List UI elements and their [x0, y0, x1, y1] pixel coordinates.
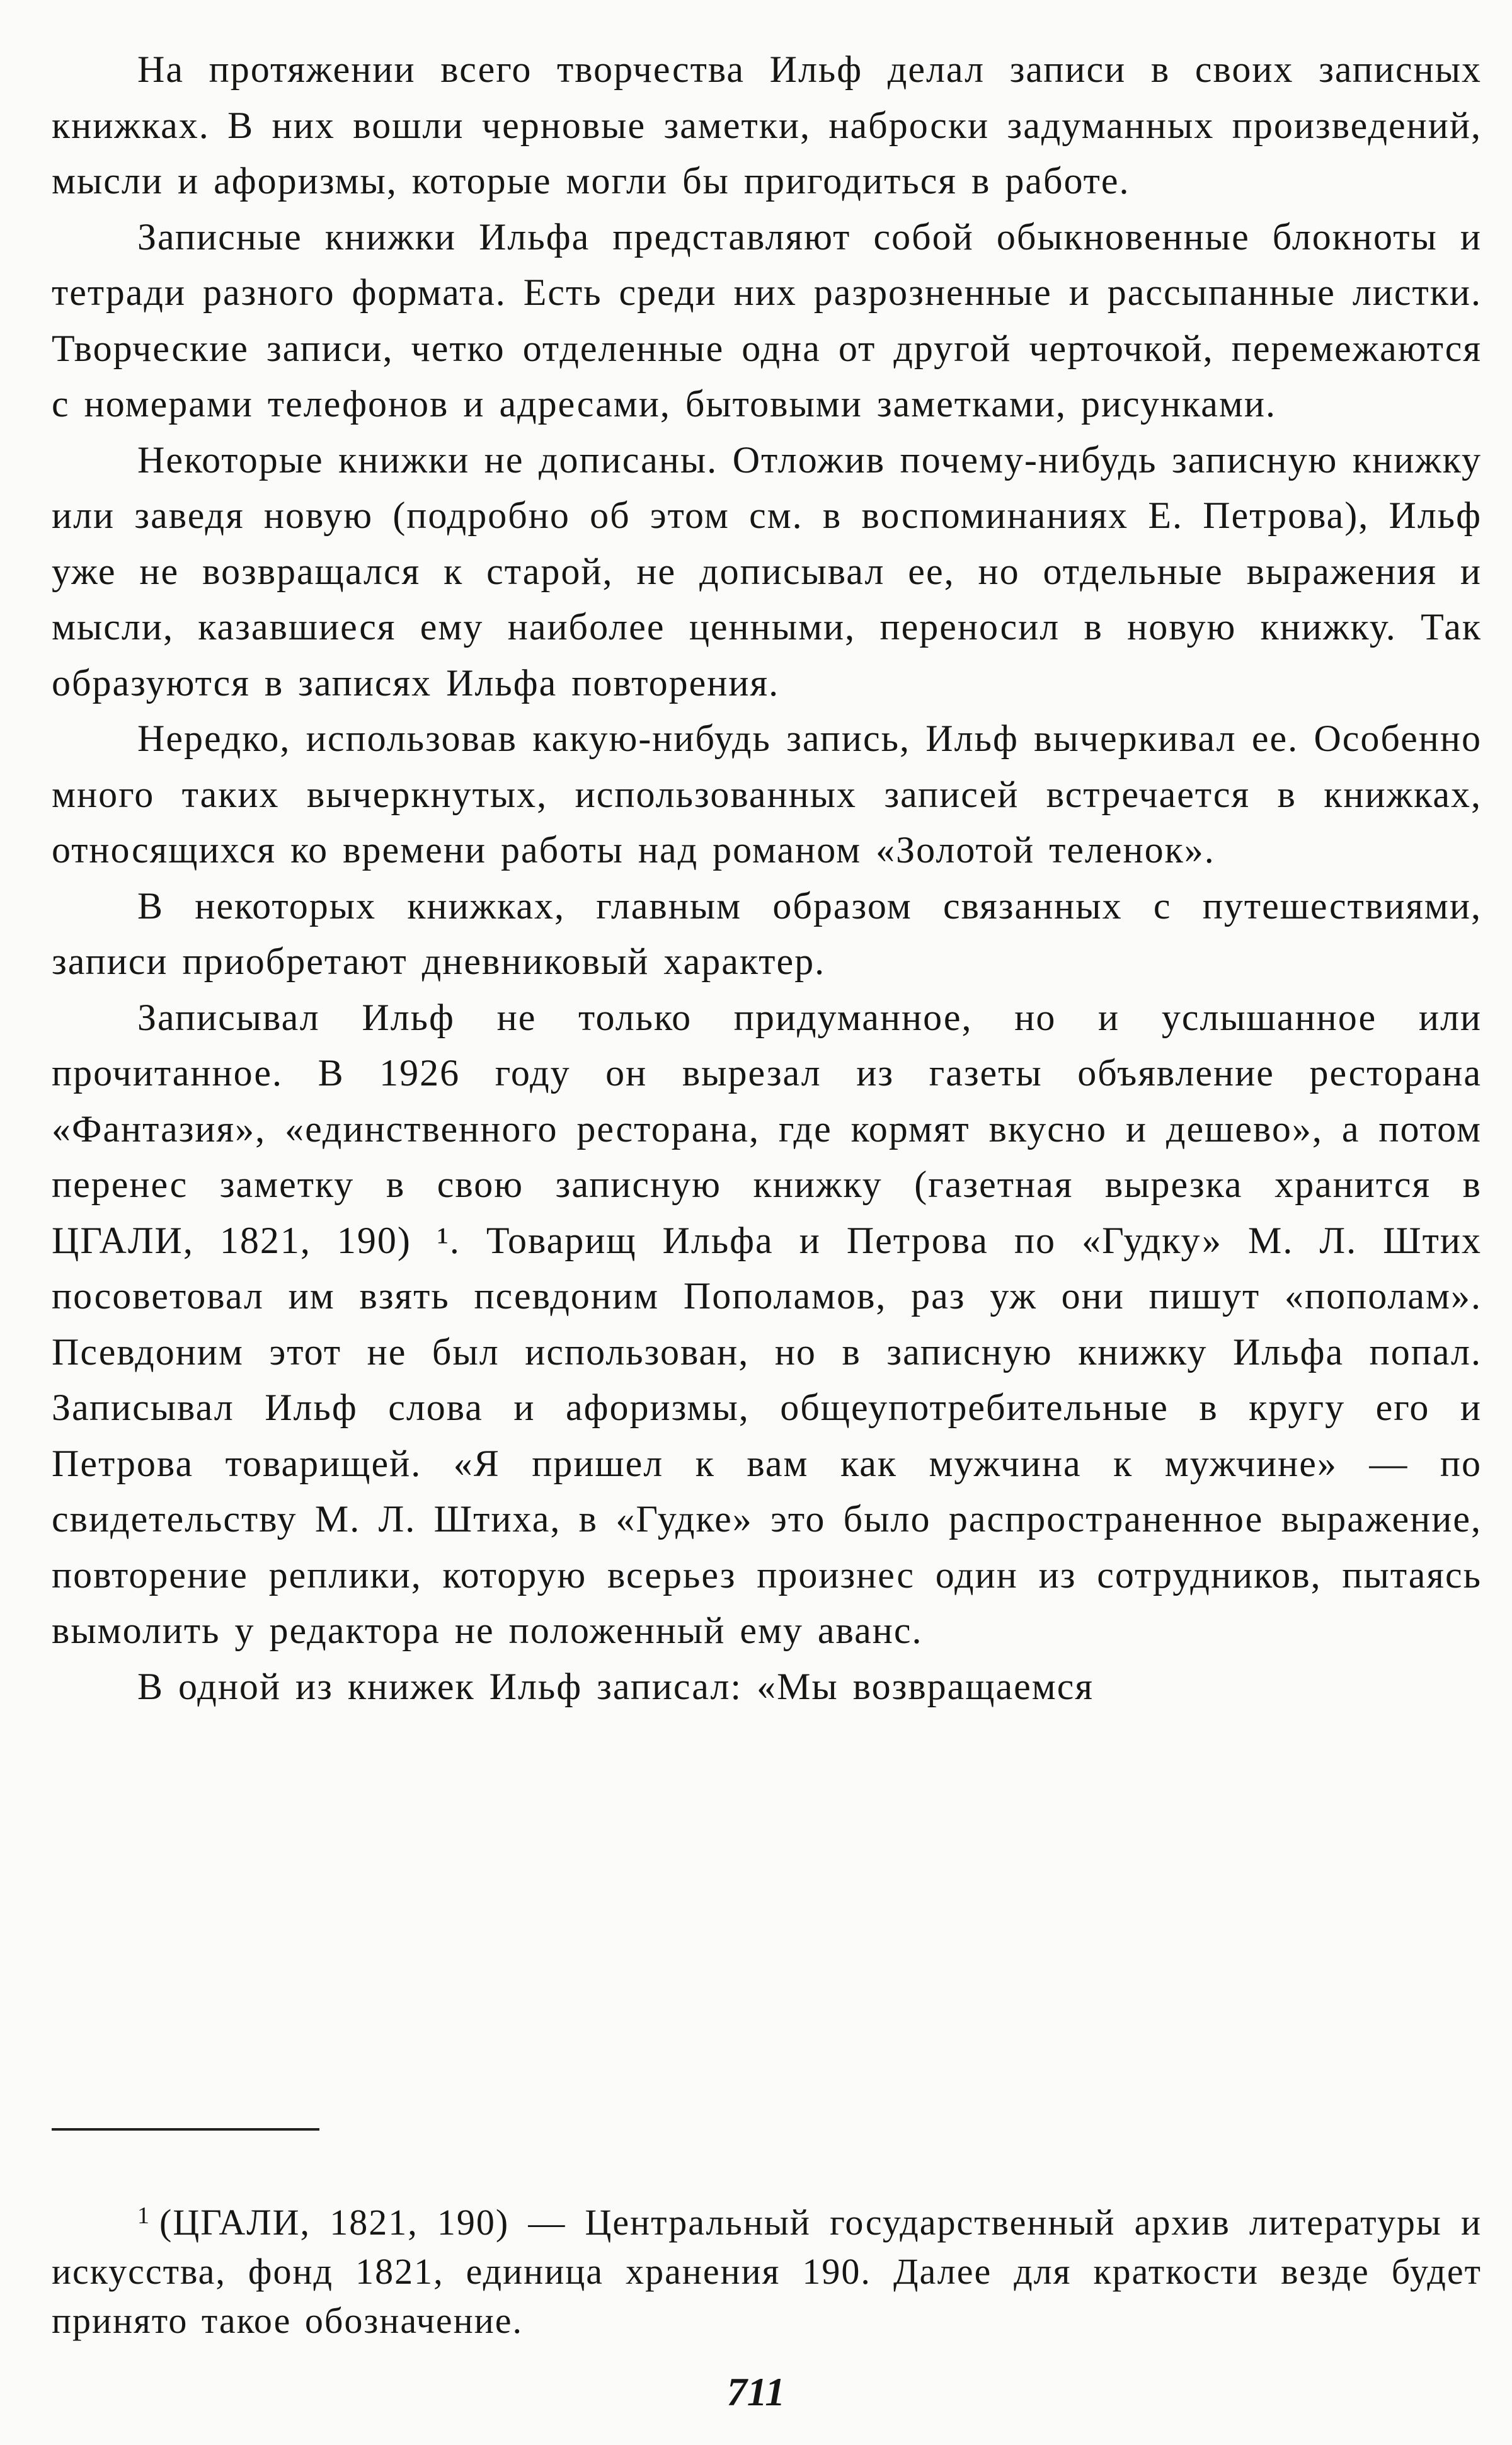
paragraph-1: На протяжении всего творчества Ильф делал записи в своих записных книжках. В них вошли черновые заметки, наброски задуманных произведений, мысли и афоризмы, которые могли бы пригодиться в работе.: [52, 49, 1482, 202]
footnote-divider: [52, 2128, 319, 2131]
page-number: 711: [726, 2369, 786, 2414]
paragraph-3: Некоторые книжки не дописаны. Отложив почему-нибудь записную книжку или заведя новую (подробно об этом см. в воспоминаниях Е. Петрова), Ильф уже не возвращался к старой, не дописывал ее, но отдельные выражения и мысли, казавшиеся ему наиболее ценными, переносил в новую книжку. Так образуются в записях Ильфа повторения.: [52, 438, 1482, 704]
footnote-text: (ЦГАЛИ, 1821, 190) — Центральный государственный архив литературы и искусства, фонд 1821, единица хранения 190. Далее для краткости везде будет принято такое обозначение.: [52, 2202, 1482, 2341]
paragraph-4: Нередко, использовав какую-нибудь запись, Ильф вычеркивал ее. Особенно много таких вычеркнутых, использованных записей встречается в книжках, относящихся ко времени работы над романом «Золотой теленок».: [52, 718, 1482, 871]
paragraph-7: В одной из книжек Ильф записал: «Мы возвращаемся: [137, 1665, 1094, 1707]
main-text: [52, 42, 1482, 1714]
paragraph-6: Записывал Ильф не только придуманное, но и услышанное или прочитанное. В 1926 году он вырезал из газеты объявление ресторана «Фантазия», «единственного ресторана, где кормят вкусно и дешево», а потом перенес заметку в свою записную книжку (газетная вырезка хранится в ЦГАЛИ, 1821, 190) ¹. Товарищ Ильфа и Петрова по «Гудку» М. Л. Штих посоветовал им взять псевдоним Пополамов, раз уж они пишут «пополам». Псевдоним этот не был использован, но в записную книжку Ильфа попал. Записывал Ильф слова и афоризмы, общеупотребительные в кругу его и Петрова товарищей. «Я пришел к вам как мужчина к мужчине» — по свидетельству М. Л. Штиха, в «Гудке» это было распространенное выражение, повторение реплики, которую всерьез произнес один из сотрудников, пытаясь вымолить у редактора не положенный ему аванс.: [52, 996, 1482, 1651]
paragraph-5: В некоторых книжках, главным образом связанных с путешествиями, записи приобретают дневниковый характер.: [52, 885, 1482, 982]
paragraph-2: Записные книжки Ильфа представляют собой обыкновенные блокноты и тетради разного формата. Есть среди них разрозненные и рассыпанные листки. Творческие записи, четко отделенные одна от другой черточкой, перемежаются с номерами телефонов и адресами, бытовыми заметками, рисунками.: [52, 215, 1482, 425]
footnote-marker: 1: [137, 2202, 151, 2229]
footnote: [52, 2191, 1482, 2345]
